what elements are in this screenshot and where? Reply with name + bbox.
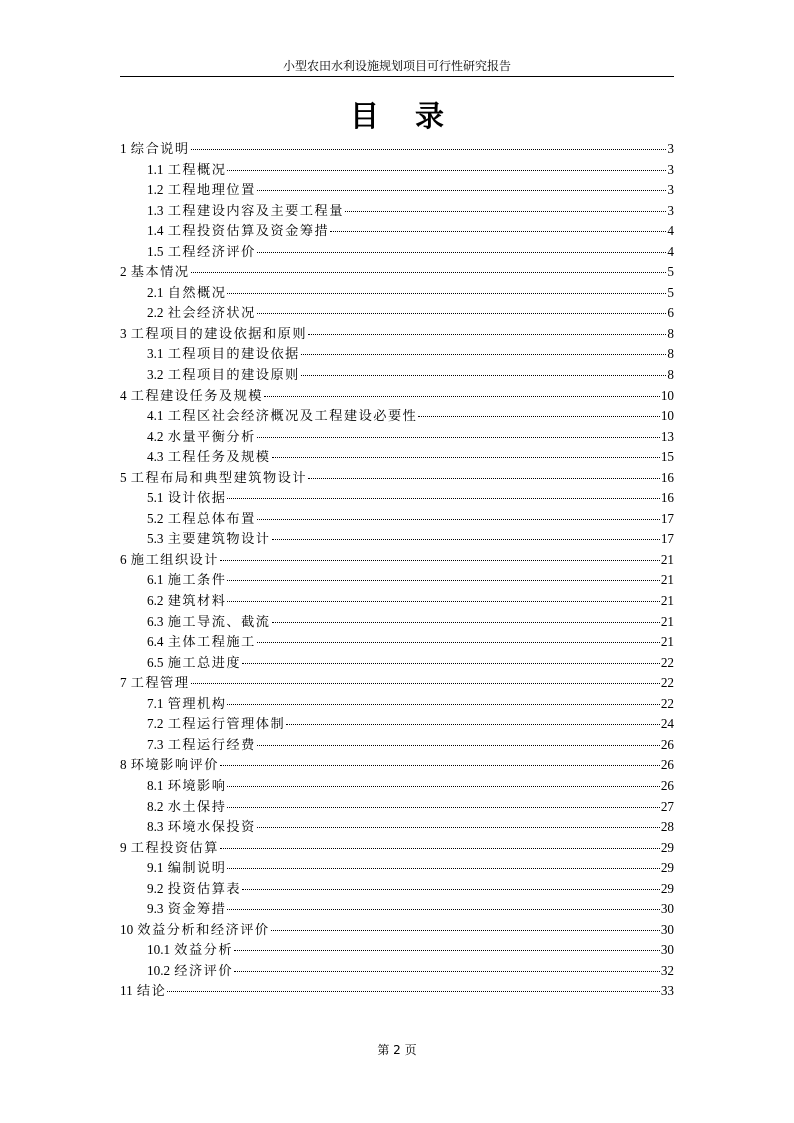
toc-entry-page: 30 xyxy=(660,901,674,917)
toc-entry-number: 6 xyxy=(120,551,127,567)
toc-section-entry[interactable] xyxy=(120,303,674,324)
toc-chapter-entry[interactable] xyxy=(120,139,674,160)
toc-chapter-entry[interactable] xyxy=(120,920,674,941)
toc-entry-page: 32 xyxy=(660,962,674,978)
toc-chapter-entry[interactable] xyxy=(120,755,674,776)
dot-leader xyxy=(272,539,660,540)
toc-entry-page: 30 xyxy=(660,942,674,958)
toc-chapter-entry[interactable] xyxy=(120,838,674,859)
toc-section-entry[interactable] xyxy=(120,221,674,242)
toc-section-entry[interactable] xyxy=(120,940,674,961)
toc-section-entry[interactable] xyxy=(120,160,674,181)
toc-entry-label: 经济评价 xyxy=(174,963,234,979)
toc-entry-page: 17 xyxy=(660,510,674,526)
toc-entry-page: 22 xyxy=(660,695,674,711)
toc-entry-label: 水土保持 xyxy=(167,799,227,815)
toc-entry-label: 工程任务及规模 xyxy=(167,450,271,466)
toc-entry-label: 资金筹措 xyxy=(167,902,227,918)
dot-leader xyxy=(418,416,659,417)
toc-entry-number: 7.3 xyxy=(147,736,164,752)
dot-leader xyxy=(220,765,660,766)
running-header: 小型农田水利设施规划项目可行性研究报告 xyxy=(282,59,511,73)
dot-leader xyxy=(220,560,660,561)
toc-entry-page: 8 xyxy=(667,346,674,362)
toc-title: 目录 xyxy=(349,99,480,133)
toc-entry-page: 10 xyxy=(660,408,674,424)
toc-entry-page: 26 xyxy=(660,736,674,752)
dot-leader xyxy=(301,375,667,376)
toc-entry-number: 6.5 xyxy=(147,654,164,670)
toc-entry-number: 9 xyxy=(120,839,127,855)
toc-section-entry[interactable] xyxy=(120,344,674,365)
toc-entry-number: 1.3 xyxy=(147,202,164,218)
toc-entry-label: 环境影响评价 xyxy=(130,758,219,774)
toc-entry-number: 1.4 xyxy=(147,223,164,239)
toc-entry-number: 6.3 xyxy=(147,613,164,629)
dot-leader xyxy=(227,170,666,171)
toc-chapter-entry[interactable] xyxy=(120,981,674,1002)
dot-leader xyxy=(301,354,667,355)
dot-leader xyxy=(227,580,659,581)
toc-entry-number: 4.2 xyxy=(147,428,164,444)
toc-section-entry[interactable] xyxy=(120,776,674,797)
toc-entry-label: 综合说明 xyxy=(130,142,190,157)
toc-entry-label: 水量平衡分析 xyxy=(167,429,256,445)
toc-entry-label: 建筑材料 xyxy=(167,594,227,610)
toc-section-entry[interactable] xyxy=(120,447,674,468)
toc-entry-page: 6 xyxy=(667,305,674,321)
toc-entry-label: 主要建筑物设计 xyxy=(167,532,271,548)
toc-entry-page: 13 xyxy=(660,428,674,444)
toc-entry-label: 工程运行管理体制 xyxy=(167,717,286,733)
dot-leader xyxy=(167,991,660,992)
toc-section-entry[interactable] xyxy=(120,961,674,982)
toc-section-entry[interactable] xyxy=(120,529,674,550)
toc-entry-number: 3.1 xyxy=(147,346,164,362)
toc-entry-page: 21 xyxy=(660,593,674,609)
toc-entry-page: 29 xyxy=(660,880,674,896)
dot-leader xyxy=(308,334,666,335)
toc-entry-label: 工程区社会经济概况及工程建设必要性 xyxy=(167,409,418,425)
toc-entry-label: 自然概况 xyxy=(167,285,227,301)
toc-entry-page: 21 xyxy=(660,634,674,650)
dot-leader xyxy=(257,827,660,828)
toc-entry-page: 5 xyxy=(667,284,674,300)
dot-leader xyxy=(227,868,659,869)
toc-entry-page: 21 xyxy=(660,572,674,588)
toc-entry-label: 工程项目的建设原则 xyxy=(167,368,300,384)
dot-leader xyxy=(227,601,659,602)
toc-section-entry[interactable] xyxy=(120,180,674,201)
dot-leader xyxy=(272,622,660,623)
dot-leader xyxy=(286,724,660,725)
toc-entry-label: 结论 xyxy=(136,984,167,1000)
toc-entry-number: 8.2 xyxy=(147,798,164,814)
toc-entry-number: 6.1 xyxy=(147,572,164,588)
dot-leader xyxy=(257,745,660,746)
toc-entry-number: 4.1 xyxy=(147,408,164,424)
dot-leader xyxy=(191,149,667,150)
toc-section-entry[interactable] xyxy=(120,858,674,879)
toc-entry-number: 2.1 xyxy=(147,284,164,300)
toc-entry-page: 10 xyxy=(660,387,674,403)
dot-leader xyxy=(220,848,660,849)
toc-entry-label: 施工组织设计 xyxy=(130,552,219,568)
toc-entry-number: 6.4 xyxy=(147,634,164,650)
toc-entry-label: 工程建设内容及主要工程量 xyxy=(167,203,344,219)
toc-entry-number: 5.1 xyxy=(147,490,164,506)
toc-section-entry[interactable] xyxy=(120,653,674,674)
toc-entry-label: 环境影响 xyxy=(167,778,227,794)
toc-chapter-entry[interactable] xyxy=(120,262,674,283)
toc-entry-label: 主体工程施工 xyxy=(167,635,256,651)
toc-entry-number: 11 xyxy=(120,983,133,999)
toc-entry-label: 工程概况 xyxy=(167,162,227,178)
toc-section-entry[interactable] xyxy=(120,283,674,304)
dot-leader xyxy=(330,231,666,232)
toc-entry-number: 8.3 xyxy=(147,819,164,835)
dot-leader xyxy=(227,786,659,787)
toc-chapter-entry[interactable] xyxy=(120,324,674,345)
toc-chapter-entry[interactable] xyxy=(120,673,674,694)
toc-entry-number: 9.2 xyxy=(147,880,164,896)
toc-entry-page: 3 xyxy=(667,202,674,218)
toc-entry-page: 22 xyxy=(660,654,674,670)
toc-entry-page: 16 xyxy=(660,469,674,485)
toc-entry-number: 1.5 xyxy=(147,243,164,259)
dot-leader xyxy=(257,190,667,191)
toc-entry-number: 9.1 xyxy=(147,860,164,876)
toc-entry-page: 24 xyxy=(660,716,674,732)
toc-entry-page: 29 xyxy=(660,860,674,876)
toc-entry-label: 工程布局和典型建筑物设计 xyxy=(130,470,308,486)
toc-entry-page: 8 xyxy=(667,325,674,341)
toc-entry-number: 4 xyxy=(120,387,127,403)
dot-leader xyxy=(227,704,659,705)
toc-section-entry[interactable] xyxy=(120,427,674,448)
toc-entry-page: 4 xyxy=(667,243,674,259)
toc-entry-label: 效益分析 xyxy=(174,943,234,959)
toc-entry-page: 33 xyxy=(660,983,674,999)
dot-leader xyxy=(191,683,660,684)
toc-entry-page: 15 xyxy=(660,449,674,465)
dot-leader xyxy=(234,950,660,951)
toc-section-entry[interactable] xyxy=(120,406,674,427)
toc-entry-label: 工程建设任务及规模 xyxy=(130,388,263,404)
dot-leader xyxy=(242,663,660,664)
toc-entry-number: 10.2 xyxy=(147,962,171,978)
toc-entry-label: 投资估算表 xyxy=(167,881,242,897)
dot-leader xyxy=(345,211,666,212)
toc-entry-label: 工程投资估算及资金筹措 xyxy=(167,224,330,240)
toc-entry-number: 9.3 xyxy=(147,901,164,917)
toc-entry-number: 8.1 xyxy=(147,777,164,793)
toc-entry-label: 施工总进度 xyxy=(167,655,242,671)
toc-entry-number: 7 xyxy=(120,675,127,691)
toc-entry-number: 5.3 xyxy=(147,531,164,547)
toc-section-entry[interactable] xyxy=(120,201,674,222)
toc-section-entry[interactable] xyxy=(120,612,674,633)
toc-section-entry[interactable] xyxy=(120,570,674,591)
toc-entry-number: 3.2 xyxy=(147,367,164,383)
toc-entry-label: 工程项目的建设依据和原则 xyxy=(130,326,308,342)
dot-leader xyxy=(227,909,659,910)
toc-entry-label: 效益分析和经济评价 xyxy=(137,922,270,938)
page-number-footer: 第 2 页 xyxy=(377,1043,417,1057)
toc-chapter-entry[interactable] xyxy=(120,386,674,407)
toc-entry-page: 3 xyxy=(667,161,674,177)
toc-entry-page: 5 xyxy=(667,264,674,280)
toc-chapter-entry[interactable] xyxy=(120,550,674,571)
dot-leader xyxy=(191,272,667,273)
toc-section-entry[interactable] xyxy=(120,714,674,735)
dot-leader xyxy=(242,889,660,890)
dot-leader xyxy=(257,519,660,520)
toc-entry-number: 4.3 xyxy=(147,449,164,465)
toc-entry-number: 2 xyxy=(120,264,127,280)
toc-entry-label: 设计依据 xyxy=(167,491,227,507)
dot-leader xyxy=(227,498,659,499)
toc-entry-number: 3 xyxy=(120,325,127,341)
toc-entry-page: 4 xyxy=(667,223,674,239)
toc-entry-number: 1 xyxy=(120,141,127,156)
toc-entry-page: 17 xyxy=(660,531,674,547)
toc-entry-page: 26 xyxy=(660,777,674,793)
dot-leader xyxy=(227,807,659,808)
toc-entry-number: 10.1 xyxy=(147,942,171,958)
toc-section-entry[interactable] xyxy=(120,632,674,653)
dot-leader xyxy=(257,313,667,314)
toc-entry-page: 28 xyxy=(660,819,674,835)
toc-entry-label: 工程项目的建设依据 xyxy=(167,347,300,363)
dot-leader xyxy=(227,293,666,294)
dot-leader xyxy=(257,252,667,253)
toc-entry-number: 1.1 xyxy=(147,161,164,177)
toc-entry-number: 1.2 xyxy=(147,182,164,198)
toc-entry-number: 10 xyxy=(120,921,134,937)
toc-entry-label: 工程管理 xyxy=(130,676,190,692)
toc-entry-page: 3 xyxy=(667,141,674,156)
toc-entry-label: 施工导流、截流 xyxy=(167,614,271,630)
toc-section-entry[interactable] xyxy=(120,817,674,838)
toc-entry-page: 22 xyxy=(660,675,674,691)
toc-section-entry[interactable] xyxy=(120,694,674,715)
toc-entry-page: 30 xyxy=(660,921,674,937)
toc-entry-label: 工程地理位置 xyxy=(167,183,256,199)
dot-leader xyxy=(257,642,660,643)
toc-section-entry[interactable] xyxy=(120,899,674,920)
toc-chapter-entry[interactable] xyxy=(120,468,674,489)
toc-section-entry[interactable] xyxy=(120,365,674,386)
toc-entry-label: 工程经济评价 xyxy=(167,244,256,260)
table-of-contents xyxy=(120,139,674,1002)
dot-leader xyxy=(264,396,660,397)
toc-entry-label: 工程总体布置 xyxy=(167,511,256,527)
toc-entry-page: 21 xyxy=(660,551,674,567)
toc-entry-page: 8 xyxy=(667,367,674,383)
toc-entry-label: 环境水保投资 xyxy=(167,820,256,836)
toc-entry-page: 27 xyxy=(660,798,674,814)
toc-entry-page: 29 xyxy=(660,839,674,855)
toc-section-entry[interactable] xyxy=(120,509,674,530)
toc-section-entry[interactable] xyxy=(120,879,674,900)
toc-entry-number: 5 xyxy=(120,469,127,485)
dot-leader xyxy=(234,971,660,972)
toc-entry-page: 3 xyxy=(667,182,674,198)
toc-entry-label: 社会经济状况 xyxy=(167,306,256,322)
toc-section-entry[interactable] xyxy=(120,735,674,756)
toc-entry-number: 2.2 xyxy=(147,305,164,321)
toc-entry-number: 6.2 xyxy=(147,593,164,609)
toc-entry-label: 管理机构 xyxy=(167,696,227,712)
toc-entry-number: 8 xyxy=(120,757,127,773)
toc-entry-label: 施工条件 xyxy=(167,573,227,589)
toc-entry-page: 16 xyxy=(660,490,674,506)
toc-entry-label: 编制说明 xyxy=(167,861,227,877)
toc-section-entry[interactable] xyxy=(120,591,674,612)
toc-entry-number: 7.2 xyxy=(147,716,164,732)
toc-entry-label: 基本情况 xyxy=(130,265,190,281)
header-rule xyxy=(120,76,674,77)
dot-leader xyxy=(257,437,660,438)
toc-entry-number: 7.1 xyxy=(147,695,164,711)
toc-section-entry[interactable] xyxy=(120,797,674,818)
toc-entry-page: 21 xyxy=(660,613,674,629)
dot-leader xyxy=(271,930,660,931)
dot-leader xyxy=(272,457,660,458)
toc-entry-page: 26 xyxy=(660,757,674,773)
toc-section-entry[interactable] xyxy=(120,488,674,509)
toc-section-entry[interactable] xyxy=(120,242,674,263)
dot-leader xyxy=(308,478,660,479)
toc-entry-number: 5.2 xyxy=(147,510,164,526)
toc-entry-label: 工程投资估算 xyxy=(130,840,219,856)
toc-entry-label: 工程运行经费 xyxy=(167,737,256,753)
